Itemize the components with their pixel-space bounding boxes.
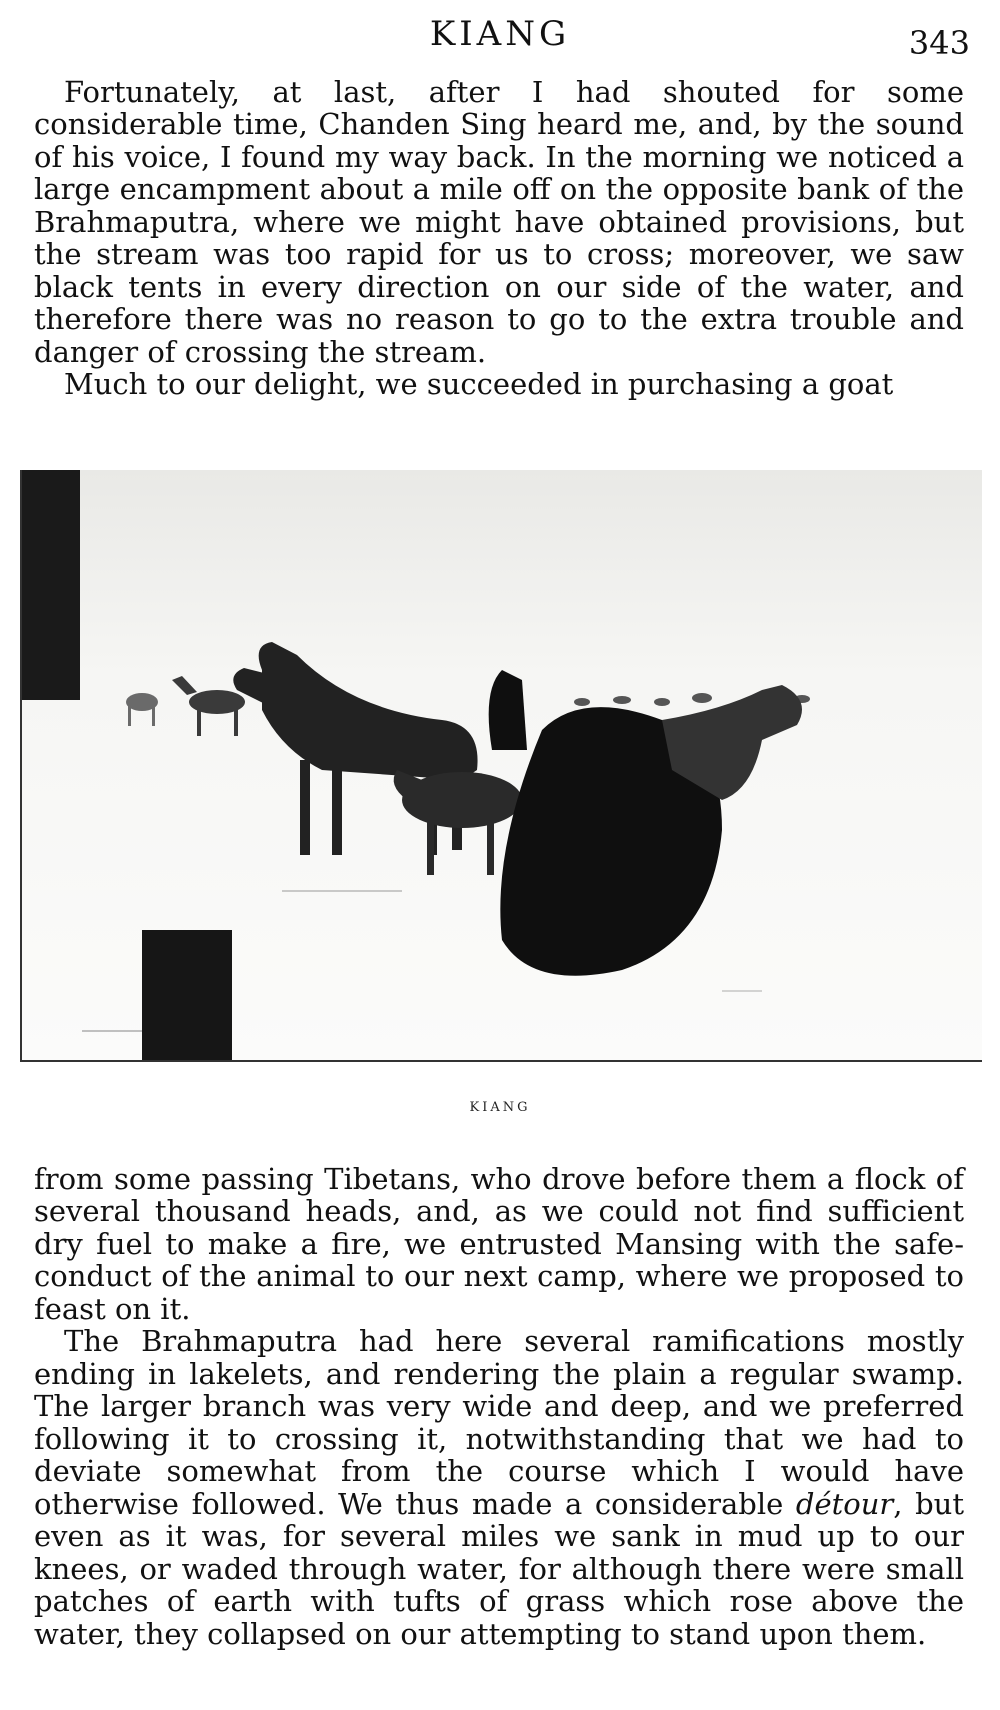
bottom-dark-block [142, 930, 232, 1060]
page-header [30, 14, 970, 64]
paragraph-text: The Brahmaputra had here several ramifications mostly ending in lakelets, and rendering the plain a regular swamp. The larger branch was very wide and deep, and we preferred following it to crossing it, notwithstanding that we had to deviate somewhat from the course which I would have otherwise followed. We thus made a considerable [34, 1324, 964, 1521]
running-title: KIANG [429, 14, 571, 54]
page-number: 343 [908, 24, 970, 62]
italic-word: détour [795, 1486, 894, 1521]
paragraph: from some passing Tibetans, who drove before them a flock of several thousand heads, and, as we could not find sufficient dry fuel to make a fire, we entrusted Mansing with the safe-conduct of the animal to our next camp, where we proposed to feast on it. [34, 1162, 964, 1326]
kiang-photograph [20, 470, 982, 1062]
paragraph: Fortunately, at last, after I had shouted for some considerable time, Chanden Sing heard me, and, by the sound of his voice, I found my way back. In the morning we noticed a large encampment about a mile off on the opposite bank of the Brahmaputra, where we might have obtained provisions, but the stream was too rapid for us to cross; moreover, we saw black tents in every direction on our side of the water, and therefore there was no reason to go to the extra trouble and danger of crossing the stream. [34, 75, 964, 369]
paragraph-text: , but even as it was, for several miles we sank in mud up to our knees, or waded through water, for although there were small patches of earth with tufts of grass which rose above the water, they collapsed on our attempting to stand upon them. [34, 1486, 964, 1651]
paragraph: Much to our delight, we succeeded in purchasing a goat [64, 367, 894, 402]
kiang-photo-illustration [22, 470, 982, 1060]
text-block-bottom [34, 1163, 964, 1650]
paragraph [34, 1325, 964, 1650]
text-block-top [34, 76, 964, 401]
figure-caption: KIANG [469, 1100, 531, 1115]
left-dark-edge [22, 470, 80, 700]
